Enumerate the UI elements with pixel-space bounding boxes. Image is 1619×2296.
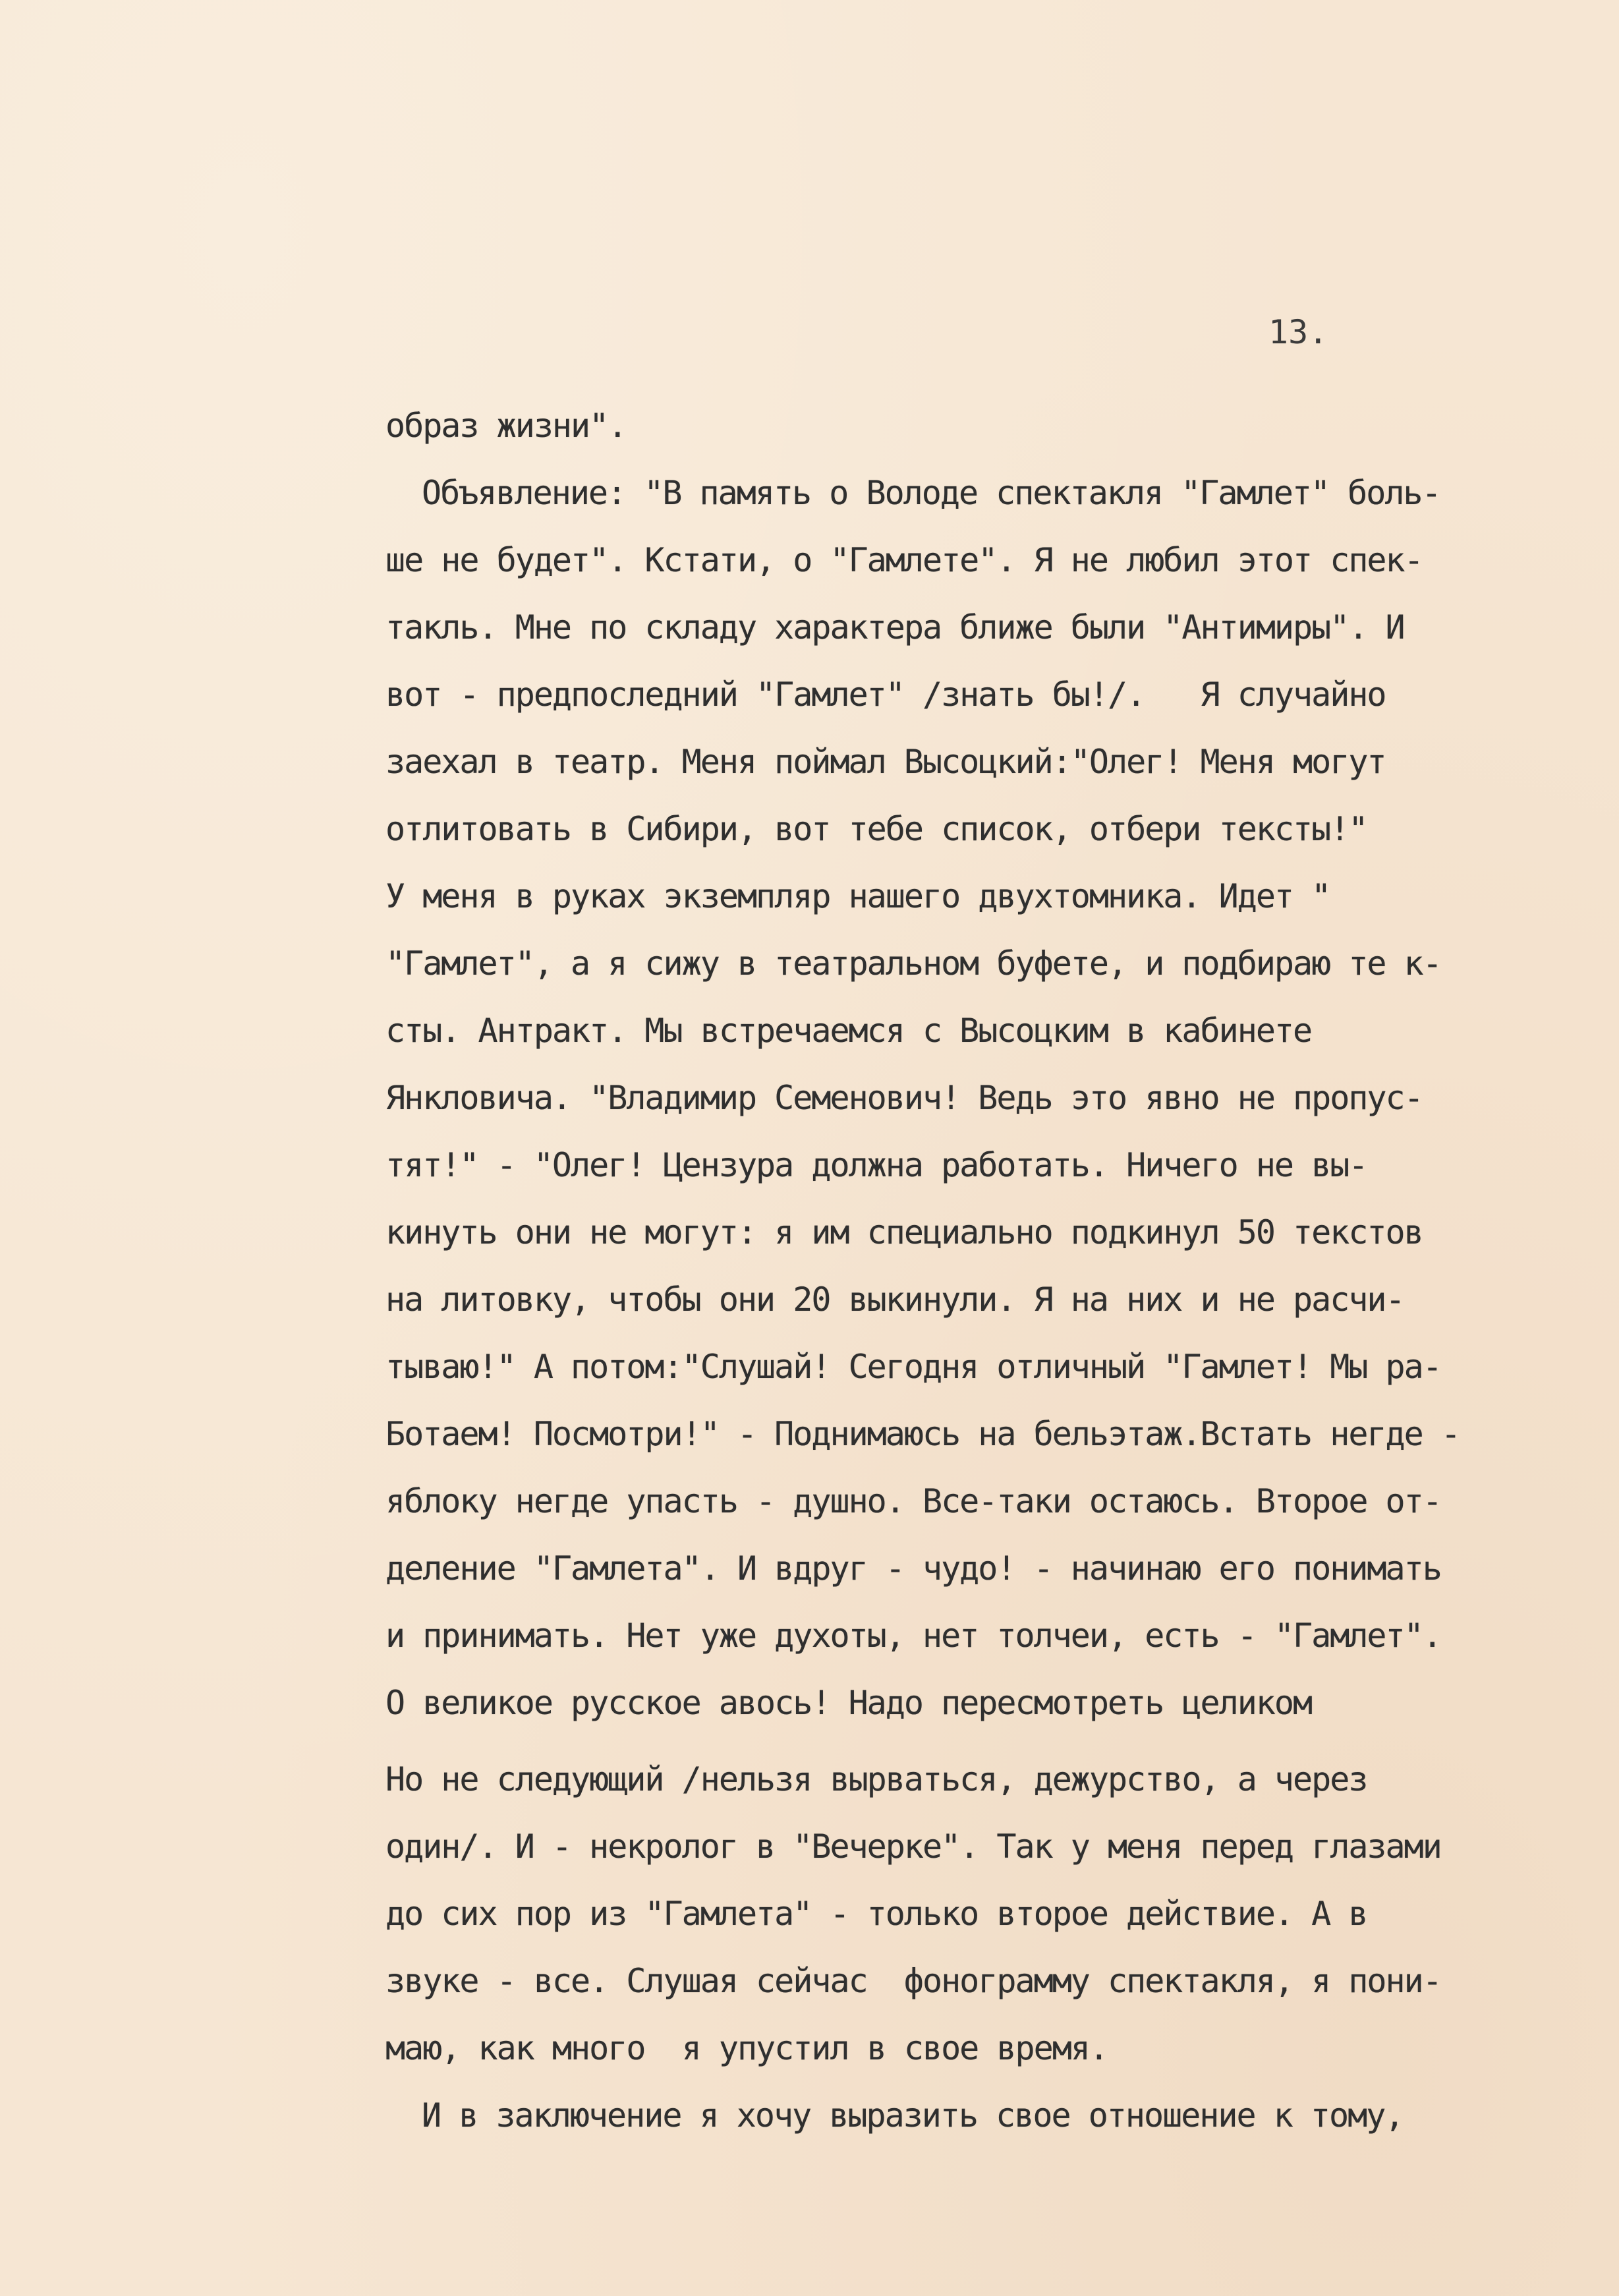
- text-line: У меня в руках экземпляр нашего двухтомника. Идет ": [385, 877, 1330, 915]
- text-line: звуке - все. Слушая сейчас фонограмму спектакля, я пони-: [385, 1962, 1441, 2000]
- text-line: один/. И - некролог в "Вечерке". Так у меня перед глазами: [385, 1827, 1441, 1866]
- text-line: тят!" - "Олег! Цензура должна работать. Ничего не вы-: [385, 1146, 1367, 1184]
- text-line: сты. Антракт. Мы встречаемся с Высоцким в кабинете: [385, 1012, 1312, 1050]
- text-line: отлитовать в Сибири, вот тебе список, отбери тексты!": [385, 810, 1367, 848]
- text-line: маю, как много я упустил в свое время.: [385, 2029, 1108, 2067]
- typewritten-text: [385, 392, 1565, 2149]
- text-line: И в заключение я хочу выразить свое отношение к тому,: [422, 2096, 1404, 2135]
- text-line: Ботаем! Посмотри!" - Поднимаюсь на бельэтаж.Встать негде -: [385, 1415, 1460, 1453]
- text-line: такль. Мне по складу характера ближе были "Антимиры". И: [385, 608, 1404, 646]
- text-line: и принимать. Нет уже духоты, нет толчеи, есть - "Гамлет".: [385, 1617, 1441, 1655]
- text-line: до сих пор из "Гамлета" - только второе действие. А в: [385, 1895, 1367, 1933]
- text-line: яблоку негде упасть - душно. Все-таки остаюсь. Второе от-: [385, 1482, 1441, 1520]
- page-number: 13.: [1268, 313, 1328, 351]
- text-line: на литовку, чтобы они 20 выкинули. Я на них и не расчи-: [385, 1280, 1404, 1319]
- text-line: образ жизни".: [385, 407, 627, 445]
- text-line: тываю!" А потом:"Слушай! Сегодня отличный "Гамлет! Мы ра-: [385, 1348, 1441, 1386]
- text-line: "Гамлет", а я сижу в театральном буфете, и подбираю те к-: [385, 944, 1441, 983]
- text-line: О великое русское авось! Надо пересмотреть целиком: [385, 1684, 1312, 1722]
- text-line: Объявление: "В память о Володе спектакля "Гамлет" боль-: [422, 474, 1440, 512]
- text-line: Но не следующий /нельзя вырваться, дежурство, а через: [385, 1760, 1367, 1798]
- text-line: заехал в театр. Меня поймал Высоцкий:"Олег! Меня могут: [385, 743, 1386, 781]
- text-line: деление "Гамлета". И вдруг - чудо! - начинаю его понимать: [385, 1549, 1441, 1588]
- text-line: кинуть они не могут: я им специально подкинул 50 текстов: [385, 1213, 1423, 1251]
- text-line: вот - предпоследний "Гамлет" /знать бы!/. Я случайно: [385, 675, 1386, 714]
- text-line: ше не будет". Кстати, о "Гамлете". Я не любил этот спек-: [385, 541, 1423, 579]
- text-line: Янкловича. "Владимир Семенович! Ведь это явно не пропус-: [385, 1079, 1423, 1117]
